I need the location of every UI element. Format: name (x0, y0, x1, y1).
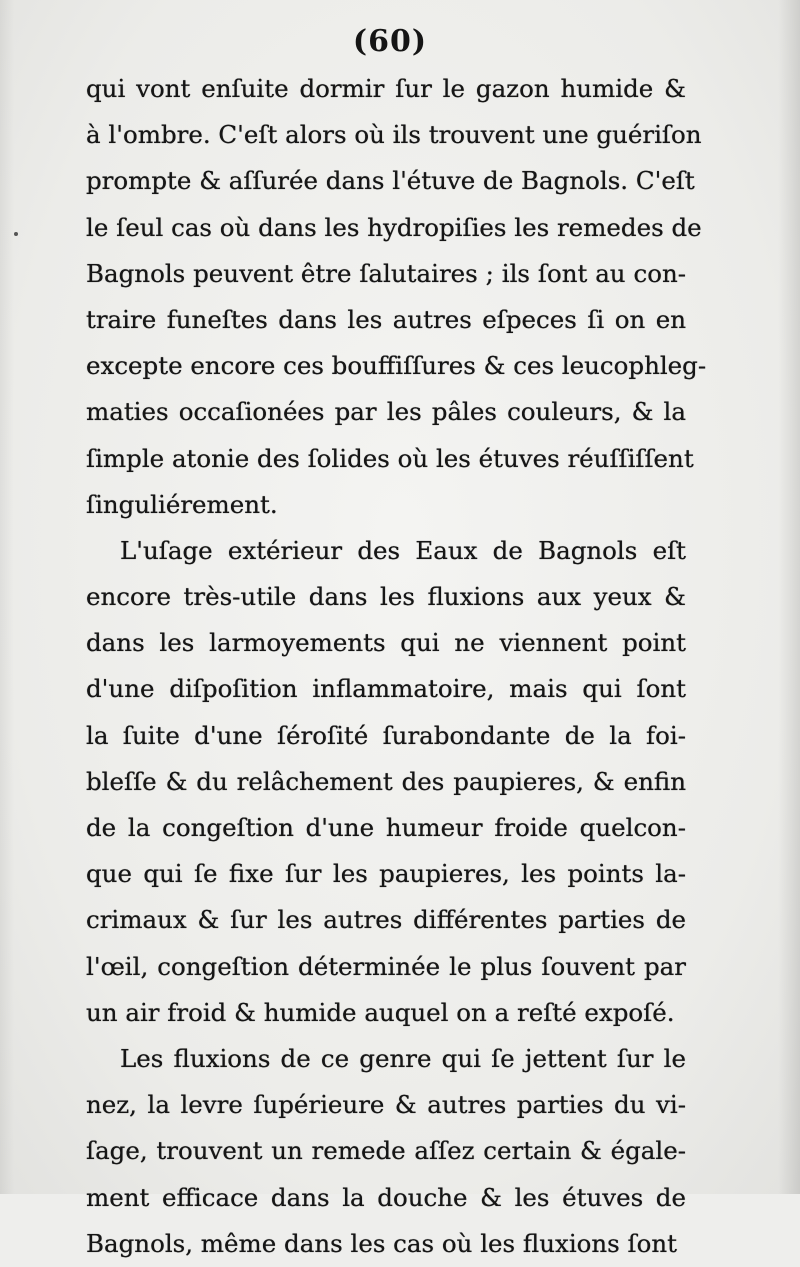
text-line: prompte & aſſurée dans l'étuve de Bagnols. C'eſt (86, 166, 695, 196)
print-speck (14, 232, 18, 236)
page-edge-shadow (778, 0, 800, 1194)
text-line: dans les larmoyements qui ne viennent point (86, 628, 686, 658)
body-text (86, 66, 707, 1267)
text-line: crimaux & ſur les autres différentes parties de (86, 905, 686, 935)
text-line: ment efficace dans la douche & les étuves de (86, 1182, 686, 1212)
text-line: ſimple atonie des ſolides où les étuves réuſſiſſent (86, 443, 694, 473)
text-line: d'une diſpoſition inflammatoire, mais qui ſont (86, 674, 686, 704)
text-line: le ſeul cas où dans les hydropiſies les remedes de (86, 212, 702, 242)
text-line: Les fluxions de ce genre qui ſe jettent ſur le (120, 1043, 686, 1073)
text-line: ſage, trouvent un remede aſſez certain & égale- (86, 1136, 686, 1166)
text-line: ſinguliérement. (86, 489, 278, 519)
text-line: nez, la levre ſupérieure & autres parties du vi- (86, 1090, 686, 1120)
text-line: traire funeſtes dans les autres eſpeces ſi on en (86, 304, 686, 334)
text-line: maties occaſionées par les pâles couleurs, & la (86, 397, 686, 427)
text-line: Bagnols, même dans les cas où les fluxions ſont (86, 1228, 677, 1258)
text-line: L'uſage extérieur des Eaux de Bagnols eſt (120, 535, 686, 565)
text-line: que qui ſe fixe ſur les paupieres, les points la- (86, 859, 686, 889)
text-line: à l'ombre. C'eſt alors où ils trouvent une guériſon (86, 120, 702, 150)
text-line: bleſſe & du relâchement des paupieres, & enfin (86, 766, 686, 796)
text-line: Bagnols peuvent être ſalutaires ; ils ſont au con- (86, 258, 686, 288)
text-line: encore très-utile dans les fluxions aux yeux & (86, 582, 686, 612)
text-line: l'œil, congeſtion déterminée le plus ſouvent par (86, 951, 686, 981)
text-line: qui vont enſuite dormir ſur le gazon humide & (86, 74, 686, 103)
text-line: excepte encore ces bouffiſſures & ces leucophleg- (86, 351, 707, 381)
text-line: un air froid & humide auquel on a reſté expoſé. (86, 997, 675, 1027)
page-number: (60) (352, 24, 428, 59)
text-line: de la congeſtion d'une humeur froide quelcon- (86, 813, 686, 842)
gutter-shadow (0, 0, 14, 1194)
text-line: la ſuite d'une ſéroſité ſurabondante de la foi- (86, 720, 686, 750)
